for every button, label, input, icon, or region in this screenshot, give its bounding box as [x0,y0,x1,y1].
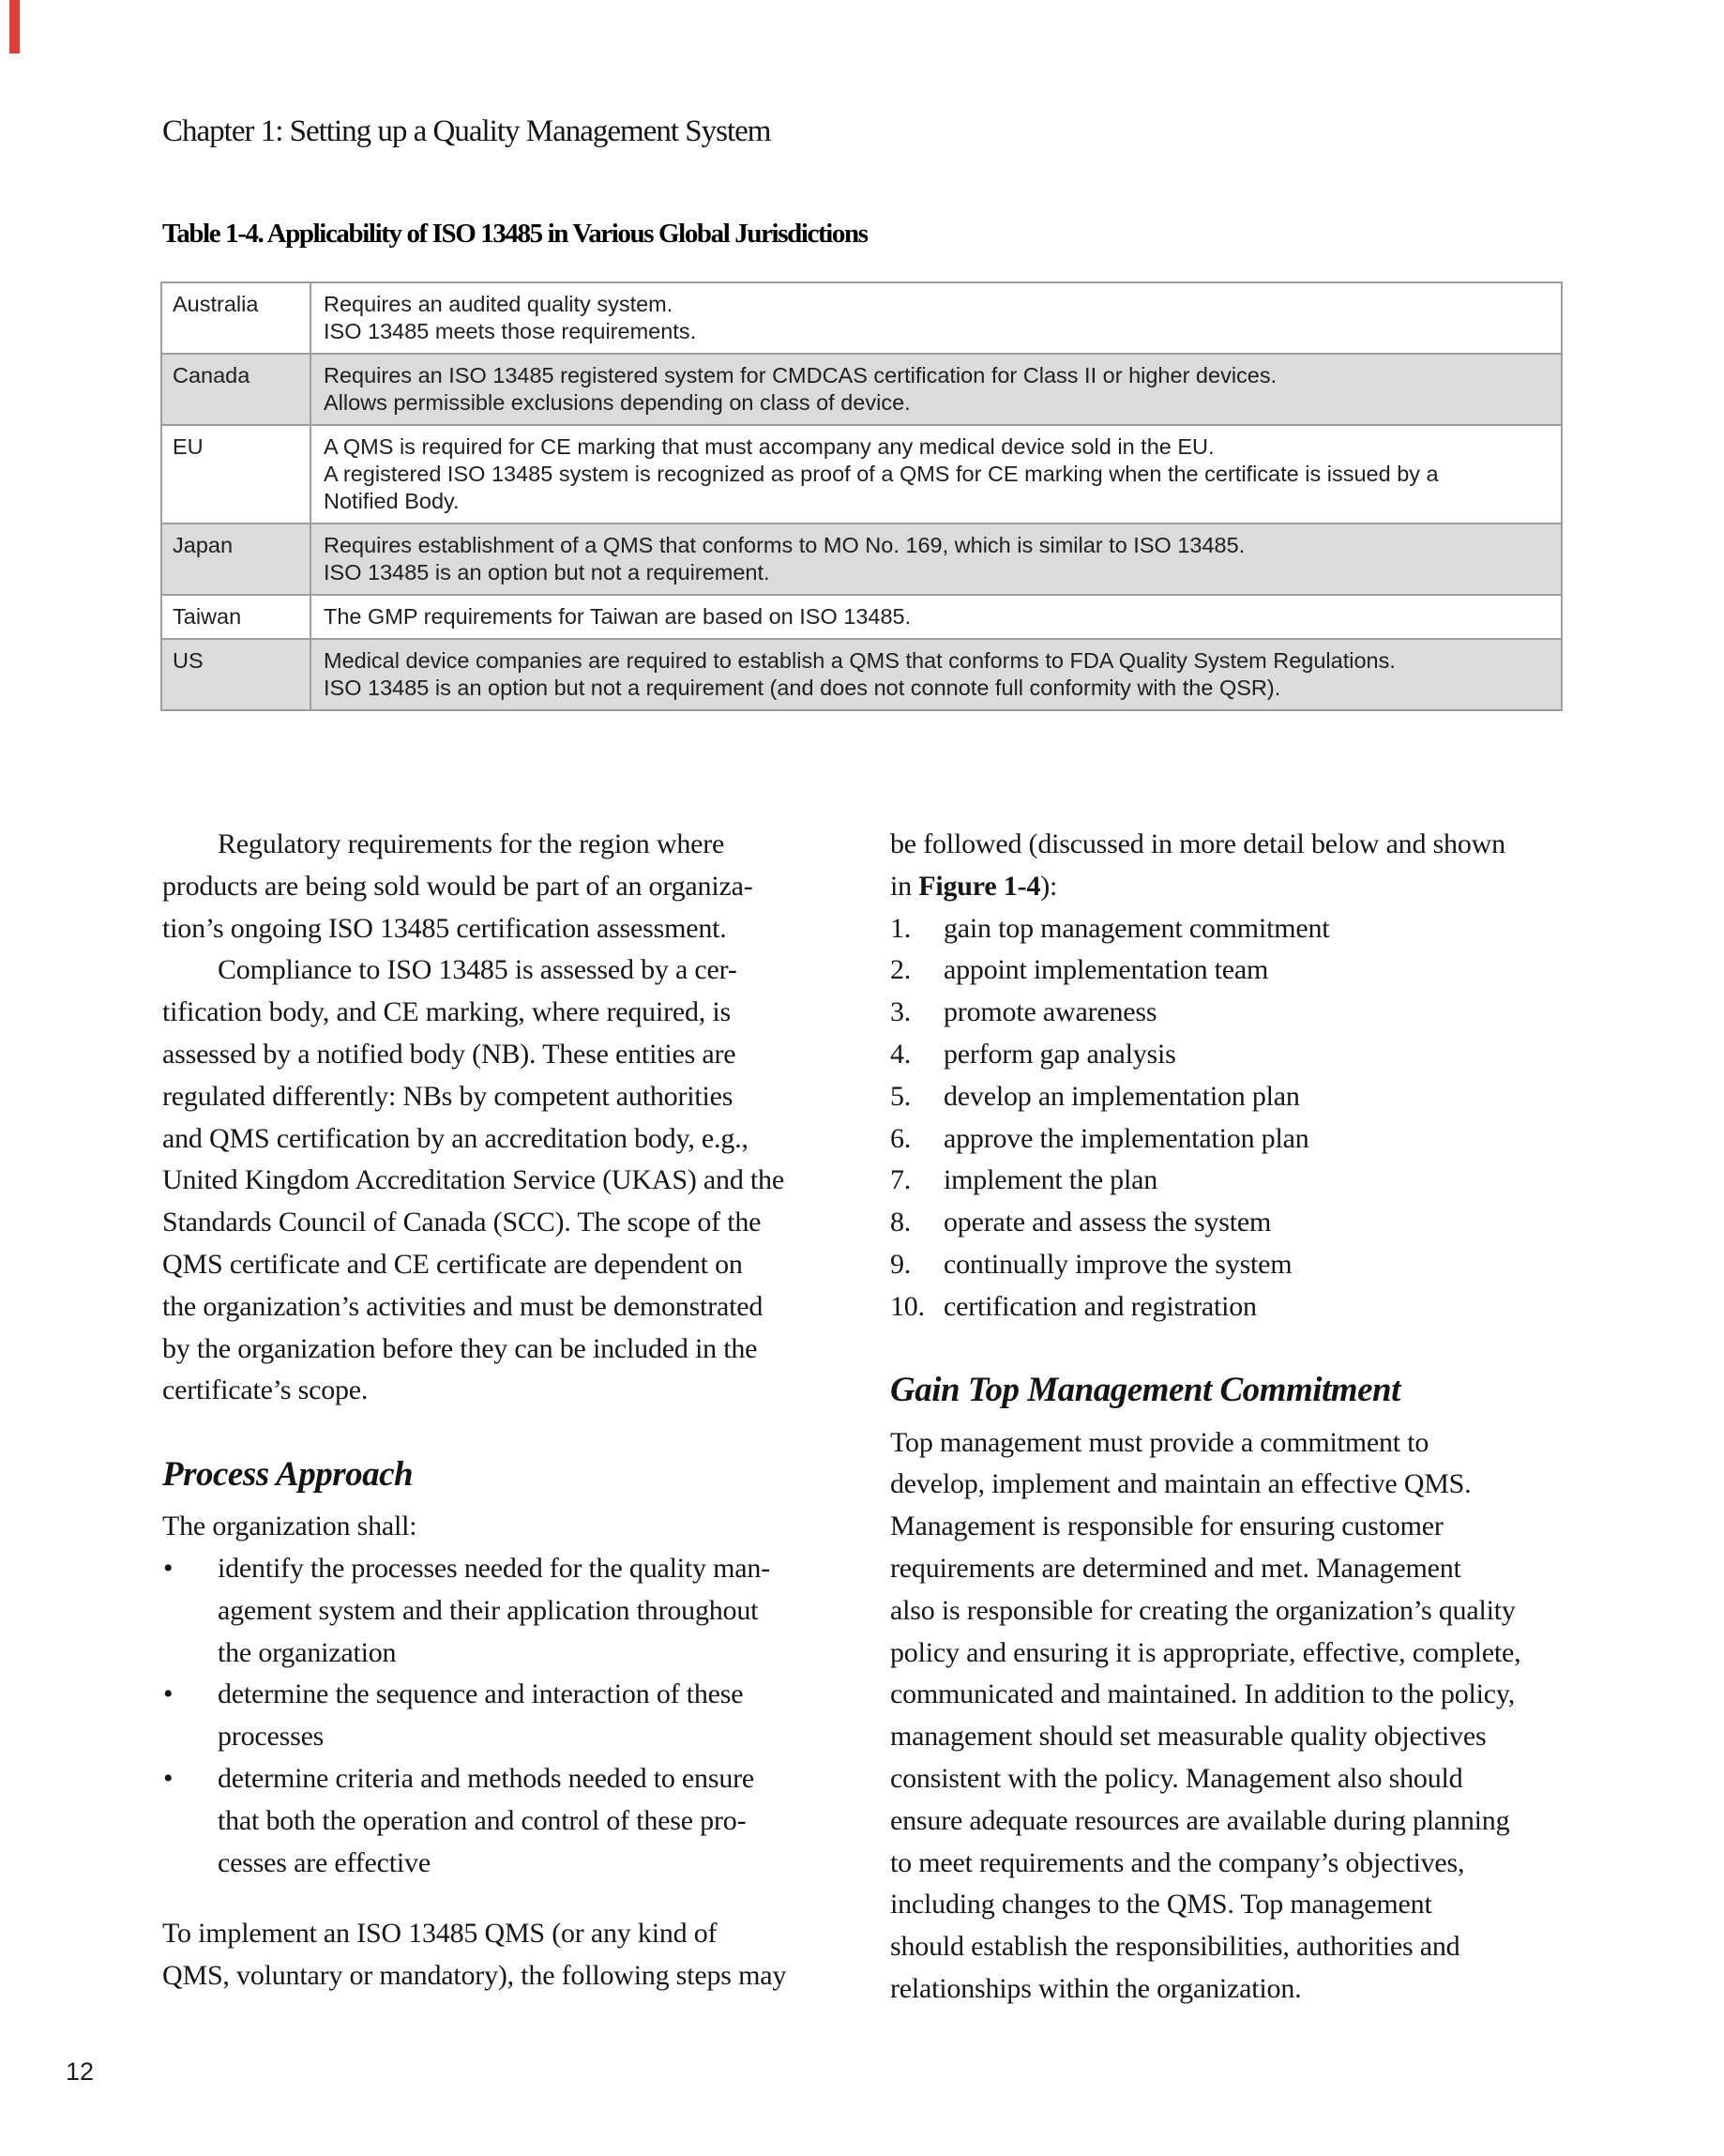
paragraph-continuation [890,824,1577,908]
text-line: policy and ensuring it is appropriate, effective, complete, [890,1636,1521,1668]
text-line: Requires establishment of a QMS that conforms to MO No. 169, which is similar to ISO 13485. [324,533,1246,557]
list-label: appoint implementation team [944,954,1269,986]
table-row-us [162,640,1561,709]
text-line: products are being sold would be part of an organiza- [162,870,753,902]
list-label: promote awareness [944,996,1157,1028]
list-item [890,949,1577,992]
text-line: Regulatory requirements for the region where [218,828,725,859]
right-column [890,824,1577,2011]
text-line: relationships within the organization. [890,1972,1302,2004]
text-line: A registered ISO 13485 system is recognized as proof of a QMS for CE marking when the certificate is issued by a [324,462,1439,486]
text-line: Requires an ISO 13485 registered system for CMDCAS certification for Class II or higher devices. [324,363,1278,387]
table-row-japan [162,524,1561,596]
list-label: implement the plan [944,1164,1158,1196]
bullet-text [218,1548,845,1674]
list-label: continually improve the system [944,1248,1293,1280]
text-line: The GMP requirements for Taiwan are based on ISO 13485. [324,604,912,629]
list-item [890,1202,1577,1244]
list-number: 3. [890,996,912,1028]
paragraph-compliance [162,949,845,1412]
text-line: Management is responsible for ensuring customer [890,1511,1444,1542]
text-line: requirements are determined and met. Management [890,1552,1461,1584]
jurisdiction-table [160,281,1563,711]
text-line: Standards Council of Canada (SCC). The scope of the [162,1207,762,1238]
text-line: communicated and maintained. In addition to the policy, [890,1678,1516,1710]
list-number: 4. [890,1038,912,1070]
table-row-taiwan [162,596,1561,640]
description-cell [311,426,1561,523]
chapter-header: Chapter 1: Setting up a Quality Management System [162,114,771,148]
bullet-text [218,1674,845,1758]
text-line: determine the sequence and interaction of these [218,1678,744,1710]
list-label: perform gap analysis [944,1038,1176,1070]
page-number: 12 [66,2057,95,2086]
page-edge-red-tab [9,0,20,53]
bullet-item [162,1674,845,1758]
list-item [890,1118,1577,1161]
paragraph-to-implement [162,1913,845,1997]
text-line: The organization shall: [162,1511,417,1542]
text-line: QMS, voluntary or mandatory), the following steps may [162,1960,787,1992]
text-line: that both the operation and control of these pro- [218,1804,747,1836]
list-label: operate and assess the system [944,1207,1272,1238]
list-label: gain top management commitment [944,912,1330,944]
text-line: agement system and their application throughout [218,1594,759,1626]
section-heading-process-approach: Process Approach [162,1455,414,1495]
left-column [162,824,845,1997]
paragraph-top-management [890,1422,1577,2011]
text-line: by the organization before they can be included in the [162,1332,758,1364]
description-cell [311,596,1561,638]
text-line: To implement an ISO 13485 QMS (or any kind of [162,1918,718,1950]
text-line: should establish the responsibilities, authorities and [890,1931,1460,1963]
text-line: the organization [218,1636,397,1668]
text-line: United Kingdom Accreditation Service (UKAS) and the [162,1164,784,1196]
jurisdiction-cell: Canada [162,355,311,424]
text-line: Compliance to ISO 13485 is assessed by a cer- [218,954,737,986]
list-number: 1. [890,912,912,944]
jurisdiction-cell: Australia [162,283,311,353]
table-row-canada [162,355,1561,426]
list-item [890,1286,1577,1329]
text-line: assessed by a notified body (NB). These entities are [162,1038,736,1070]
text-line: A QMS is required for CE marking that must accompany any medical device sold in the EU. [324,434,1215,459]
text-line: Notified Body. [324,489,460,513]
description-cell [311,283,1561,353]
text-line: Top management must provide a commitment to [890,1426,1429,1458]
text-run: ): [1040,870,1058,902]
description-cell [311,524,1561,594]
text-line: QMS certificate and CE certificate are dependent on [162,1248,743,1280]
text-line: Requires an audited quality system. [324,292,673,316]
text-line: ISO 13485 meets those requirements. [324,319,697,343]
list-item [890,992,1577,1034]
text-line: tion’s ongoing ISO 13485 certification assessment. [162,912,727,944]
list-label: develop an implementation plan [944,1080,1300,1112]
list-label: certification and registration [944,1290,1257,1322]
text-line: cesses are effective [218,1846,431,1878]
text-line: identify the processes needed for the quality man- [218,1552,770,1584]
text-line: develop, implement and maintain an effective QMS. [890,1468,1472,1500]
bullet-item [162,1758,845,1884]
text-line: Medical device companies are required to establish a QMS that conforms to FDA Quality System Regulations. [324,648,1396,673]
list-item [890,1076,1577,1118]
bullet-icon: • [163,1678,174,1710]
jurisdiction-cell: Taiwan [162,596,311,638]
paragraph-organization-shall [162,1506,845,1548]
table-row-eu [162,426,1561,524]
text-line: consistent with the policy. Management also should [890,1762,1463,1794]
figure-reference-line [890,866,1577,908]
list-number: 10. [890,1290,925,1322]
list-number: 2. [890,954,912,986]
description-cell [311,355,1561,424]
paragraph-regulatory [162,824,845,949]
text-line: processes [218,1721,325,1753]
text-line: also is responsible for creating the organization’s quality [890,1594,1516,1626]
jurisdiction-cell: US [162,640,311,709]
text-run: in [890,870,919,902]
text-line: ISO 13485 is an option but not a requirement (and does not connote full conformity with the QSR). [324,676,1281,700]
text-line: ensure adequate resources are available during planning [890,1804,1510,1836]
list-item [890,1160,1577,1202]
text-line: Allows permissible exclusions depending on class of device. [324,390,911,415]
list-number: 6. [890,1122,912,1154]
list-item [890,908,1577,950]
jurisdiction-cell: Japan [162,524,311,594]
section-heading-gain-top-management-commitment: Gain Top Management Commitment [890,1370,1400,1409]
text-line: including changes to the QMS. Top management [890,1889,1432,1921]
text-line: tification body, and CE marking, where required, is [162,996,732,1028]
text-line: to meet requirements and the company’s objectives, [890,1846,1465,1878]
bullet-icon: • [163,1762,174,1794]
text-line: determine criteria and methods needed to ensure [218,1762,755,1794]
list-number: 7. [890,1164,912,1196]
list-item [890,1034,1577,1076]
bullet-text [218,1758,845,1884]
list-item [890,1244,1577,1286]
bullet-item [162,1548,845,1674]
description-cell [311,640,1561,709]
text-line: and QMS certification by an accreditation body, e.g., [162,1122,749,1154]
implementation-steps-list [890,908,1577,1329]
figure-reference: Figure 1-4 [918,870,1041,902]
table-title: Table 1-4. Applicability of ISO 13485 in Various Global Jurisdictions [162,219,868,249]
text-line: regulated differently: NBs by competent authorities [162,1080,733,1112]
text-line: be followed (discussed in more detail below and shown [890,828,1505,859]
list-label: approve the implementation plan [944,1122,1309,1154]
list-number: 5. [890,1080,912,1112]
bullet-icon: • [163,1552,174,1584]
text-line: ISO 13485 is an option but not a requirement. [324,560,770,585]
text-line: management should set measurable quality objectives [890,1721,1487,1753]
text-line: certificate’s scope. [162,1374,369,1406]
table-row-australia [162,283,1561,355]
text-line: the organization’s activities and must be demonstrated [162,1290,764,1322]
list-number: 8. [890,1207,912,1238]
list-number: 9. [890,1248,912,1280]
jurisdiction-cell: EU [162,426,311,523]
